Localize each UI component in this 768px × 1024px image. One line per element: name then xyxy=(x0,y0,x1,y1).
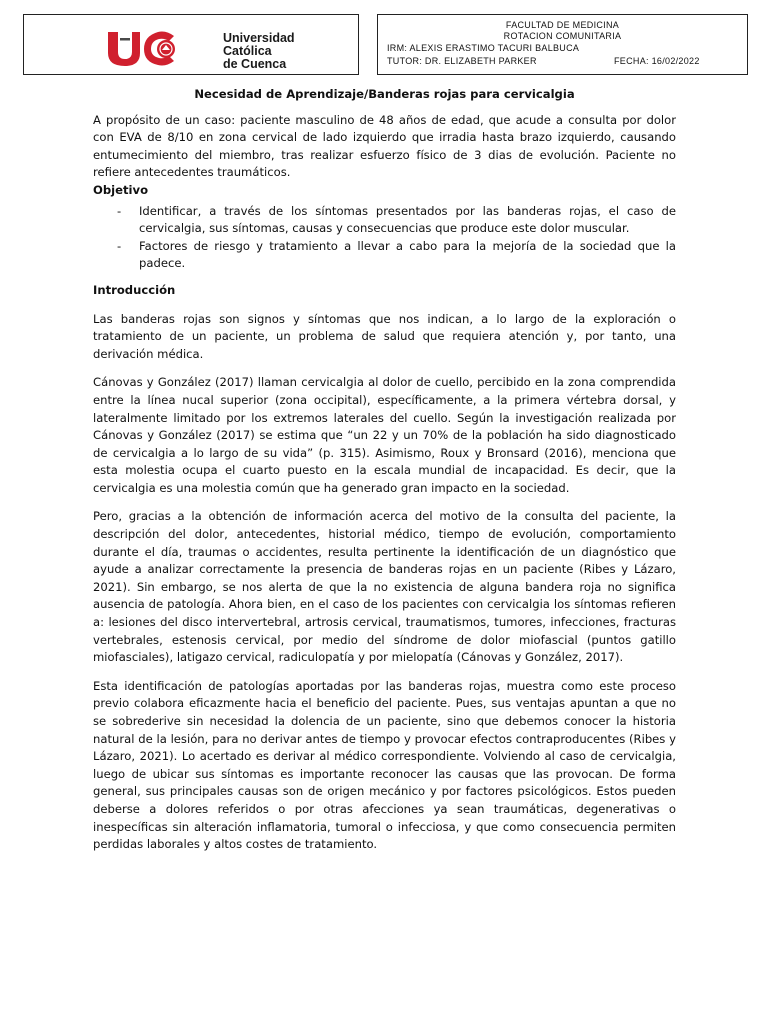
document-title: Necesidad de Aprendizaje/Banderas rojas para cervicalgia xyxy=(194,87,575,101)
logo-line-1: Universidad xyxy=(223,31,295,45)
bullet-dash: - xyxy=(117,238,122,253)
faculty-label: FACULTAD DE MEDICINA xyxy=(505,20,620,30)
bullet-dash: - xyxy=(117,203,122,218)
resident-label: IRM: ALEXIS ERASTIMO TACURI BALBUCA xyxy=(387,43,580,53)
list-item: - Factores de riesgo y tratamiento a llevar a cabo para la mejoría de la sociedad que la padece. xyxy=(117,238,676,271)
university-logo xyxy=(106,28,366,71)
document-body xyxy=(93,86,676,865)
university-name xyxy=(223,32,295,71)
header-info-box xyxy=(377,14,748,75)
objectives-list xyxy=(93,203,676,273)
intro-paragraph-4: Esta identificación de patologías aportadas por las banderas rojas, muestra como este proceso previo colabora eficazmente hacia el beneficio del paciente. Pues, sus ventajas apuntan a que no se sobrederive sin necesidad la dolencia de un paciente, sino que debemos conocer la historia natural de la lesión, para no derivar antes de tiempo y provocar efectos contraproducentes (Ribes y Lázaro, 2021). Lo acertado es derivar al médico correspondiente. Volviendo al caso de cervicalgia, luego de ubicar sus síntomas es importante reconocer las causas que las provocan. De forma general, sus principales causas son de origen mecánico y por factores psicológicos. Estos pueden deberse a dolores referidos o por otras afecciones ya sean traumáticas, degenerativas o inespecíficas sin alteración inflamatoria, tumoral o infecciosa, y que como consecuencia permiten perdidas laborales y altos costes de tratamiento. xyxy=(93,678,676,852)
date-label: FECHA: 16/02/2022 xyxy=(614,56,700,66)
ucacue-emblem-icon xyxy=(106,28,218,68)
intro-paragraph-3: Pero, gracias a la obtención de información acerca del motivo de la consulta del paciente, la descripción del dolor, antecedentes, historial médico, tiempo de evolución, comportamiento durante el día, traumas o accidentes, resulta pertinente la identificación de un diagnóstico que ayude a analizar correctamente la presencia de banderas rojas en un paciente (Ribes y Lázaro, 2021). Sin embargo, se nos alerta de que la no existencia de alguna bandera roja no significa ausencia de patología. Ahora bien, en el caso de los pacientes con cervicalgia los síntomas refieren a: lesiones del disco intervertebral, artrosis cervical, traumatismos, tumores, infecciones, fracturas vertebrales, estenosis cervical, por medio del síndrome de dolor miofascial (puntos gatillo miofasciales), latigazo cervical, radiculopatía y por mielopatía (Cánovas y González, 2017). xyxy=(93,509,676,665)
list-item: - Identificar, a través de los síntomas presentados por las banderas rojas, el caso de cervicalgia, sus síntomas, causas y consecuencias que produce este dolor muscular. xyxy=(117,203,676,236)
tutor-label: TUTOR: DR. ELIZABETH PARKER xyxy=(387,56,537,66)
intro-paragraph-2: Cánovas y González (2017) llaman cervicalgia al dolor de cuello, percibido en la zona comprendida entre la línea nucal superior (zona occipital), específicamente, a la primera vértebra dorsal, y lateralmente limitado por los extremos laterales del cuello. Según la investigación realizada por Cánovas y González (2017) se estima que “un 22 y un 70% de la población ha sido diagnosticado de cervicalgia a lo largo de su vida” (p. 315). Asimismo, Roux y Bronsard (2016), menciona que esta molestia ocupa el cuarto puesto en la escala mundial de incapacidad. Es decir, que la cervicalgia es una molestia común que ha generado gran impacto en la sociedad. xyxy=(93,375,676,495)
rotation-label: ROTACION COMUNITARIA xyxy=(503,31,622,41)
case-paragraph: A propósito de un caso: paciente masculino de 48 años de edad, que acude a consulta por dolor con EVA de 8/10 en zona cervical de lado izquierdo que irradia hasta brazo izquierdo, causando entumecimiento del miembro, tras realizar esfuerzo físico de 3 dias de evolución. Paciente no refiere antecedentes traumáticos. xyxy=(93,112,676,180)
intro-paragraph-1: Las banderas rojas son signos y síntomas que nos indican, a lo largo de la exploración o tratamiento de un paciente, un problema de salud que requiera atención y, por tanto, una derivación médica. xyxy=(93,311,676,361)
logo-line-2: Católica xyxy=(223,44,272,58)
objective-heading: Objetivo xyxy=(93,182,149,197)
logo-line-3: de Cuenca xyxy=(223,57,287,71)
intro-heading: Introducción xyxy=(93,282,176,297)
logo-box xyxy=(23,14,359,75)
